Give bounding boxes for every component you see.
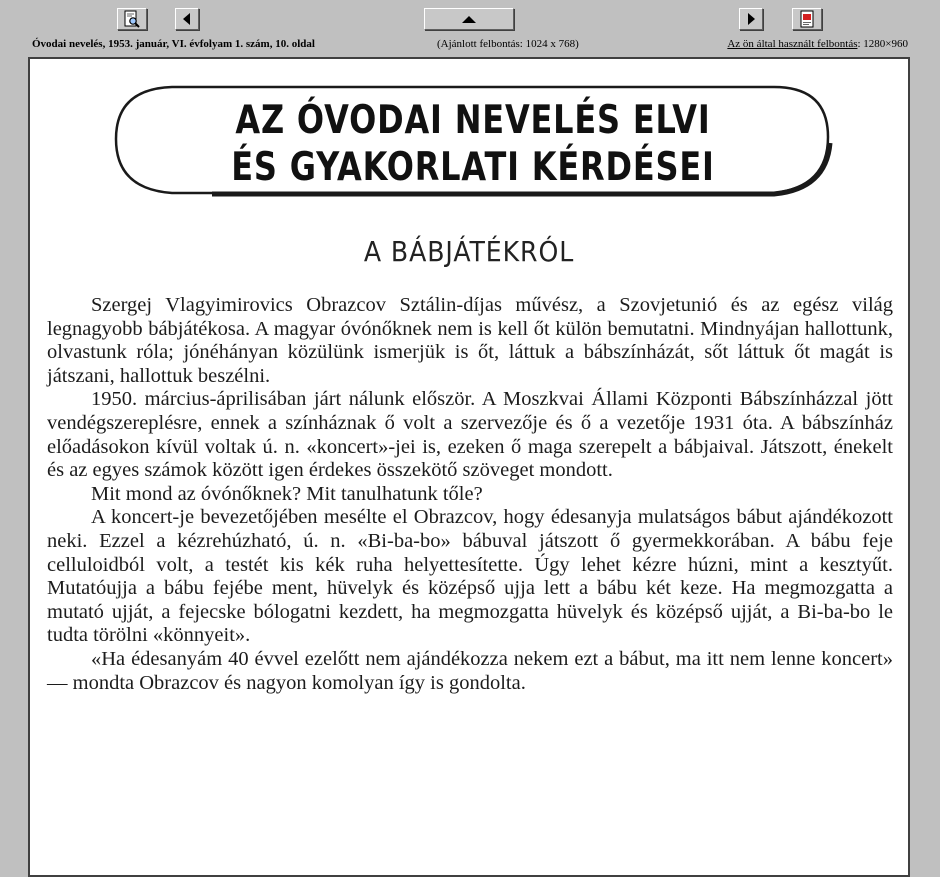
article-title: A BÁBJÁTÉKRÓL [363, 235, 575, 268]
pdf-icon [798, 10, 816, 28]
paragraph: Szergej Vlagyimirovics Obrazcov Sztálin-díjas művész, a Szovjetunió és az egész világ legnagyobb bábjátékosa. A magyar óvónőknek nem is kell őt külön bemutatni. Mindnyájan hallottunk, olvastunk róla; jónéhányan közülünk ismerjük is őt, láttuk a bábszínházát, sőt láttuk őt magát is játszani, hallottuk beszélni. [47, 294, 893, 387]
paragraph: 1950. március-áprilisában járt nálunk először. A Moszkvai Állami Központi Bábszínházzal jött vendégszereplésre, ennek a színháznak ő volt a szervezője és ő a vezetője 1931 óta. A bábszínház előadásokon kívül voltak ú. n. «koncert»-jei is, ezeken ő maga szerepelt a bábjaival. Játszott, énekelt és az egyes számok között igen érdekes összekötő szöveget mondott. [47, 388, 893, 482]
used-resolution [727, 38, 908, 50]
paragraph: «Ha édesanyám 40 évvel ezelőtt nem ajándékozza nekem ezt a bábut, ma itt nem lenne koncert» — mondta Obrazcov és nagyon komolyan így is gondolta. [47, 647, 893, 694]
previous-page-button[interactable] [175, 8, 199, 30]
pdf-button[interactable] [792, 8, 822, 30]
used-resolution-link[interactable]: Az ön által használt felbontás [727, 38, 858, 50]
paragraph: A koncert-je bevezetőjében mesélte el Obrazcov, hogy édesanyja mulatságos bábut ajándékozott neki. Ezzel a kézrehúzható, ú. n. «Bi-ba-bo» bábuval játszott ő gyermekkorában. A bábu feje celluloidból volt, a testét kis kék ruha helyettesítette. Úgy lehet kézre húzni, mint a kesztyűt. Mutatóujja a bábu fejébe ment, hüvelyk és középső ujja lett a bábu két keze. Ha megmozgatta a mutató ujját, a fejecske bólogatni kezdett, ha megmozgatta hüvelyk és középső ujját, a Bi-ba-bo le tudta törölni «könnyeit». [47, 506, 893, 647]
previous-page-icon [182, 13, 192, 25]
used-resolution-value: : 1280×960 [857, 38, 908, 50]
up-to-contents-icon [462, 15, 476, 24]
banner-line-1: AZ ÓVODAI NEVELÉS ELVI [235, 98, 711, 143]
section-banner [112, 81, 834, 199]
recommended-resolution: (Ajánlott felbontás: 1024 x 768) [437, 38, 579, 50]
next-page-button[interactable] [739, 8, 763, 30]
up-to-contents-button[interactable] [424, 8, 514, 30]
navigation-toolbar [0, 0, 940, 36]
source-citation: Óvodai nevelés, 1953. január, VI. évfolyam 1. szám, 10. oldal [32, 38, 315, 50]
zoom-page-icon [123, 10, 141, 28]
scanned-page [28, 57, 910, 877]
article-body [47, 294, 893, 695]
paragraph: Mit mond az óvónőknek? Mit tanulhatunk tőle? [91, 482, 483, 505]
next-page-icon [746, 13, 756, 25]
zoom-page-button[interactable] [117, 8, 147, 30]
banner-line-2: ÉS GYAKORLATI KÉRDÉSEI [231, 145, 715, 190]
